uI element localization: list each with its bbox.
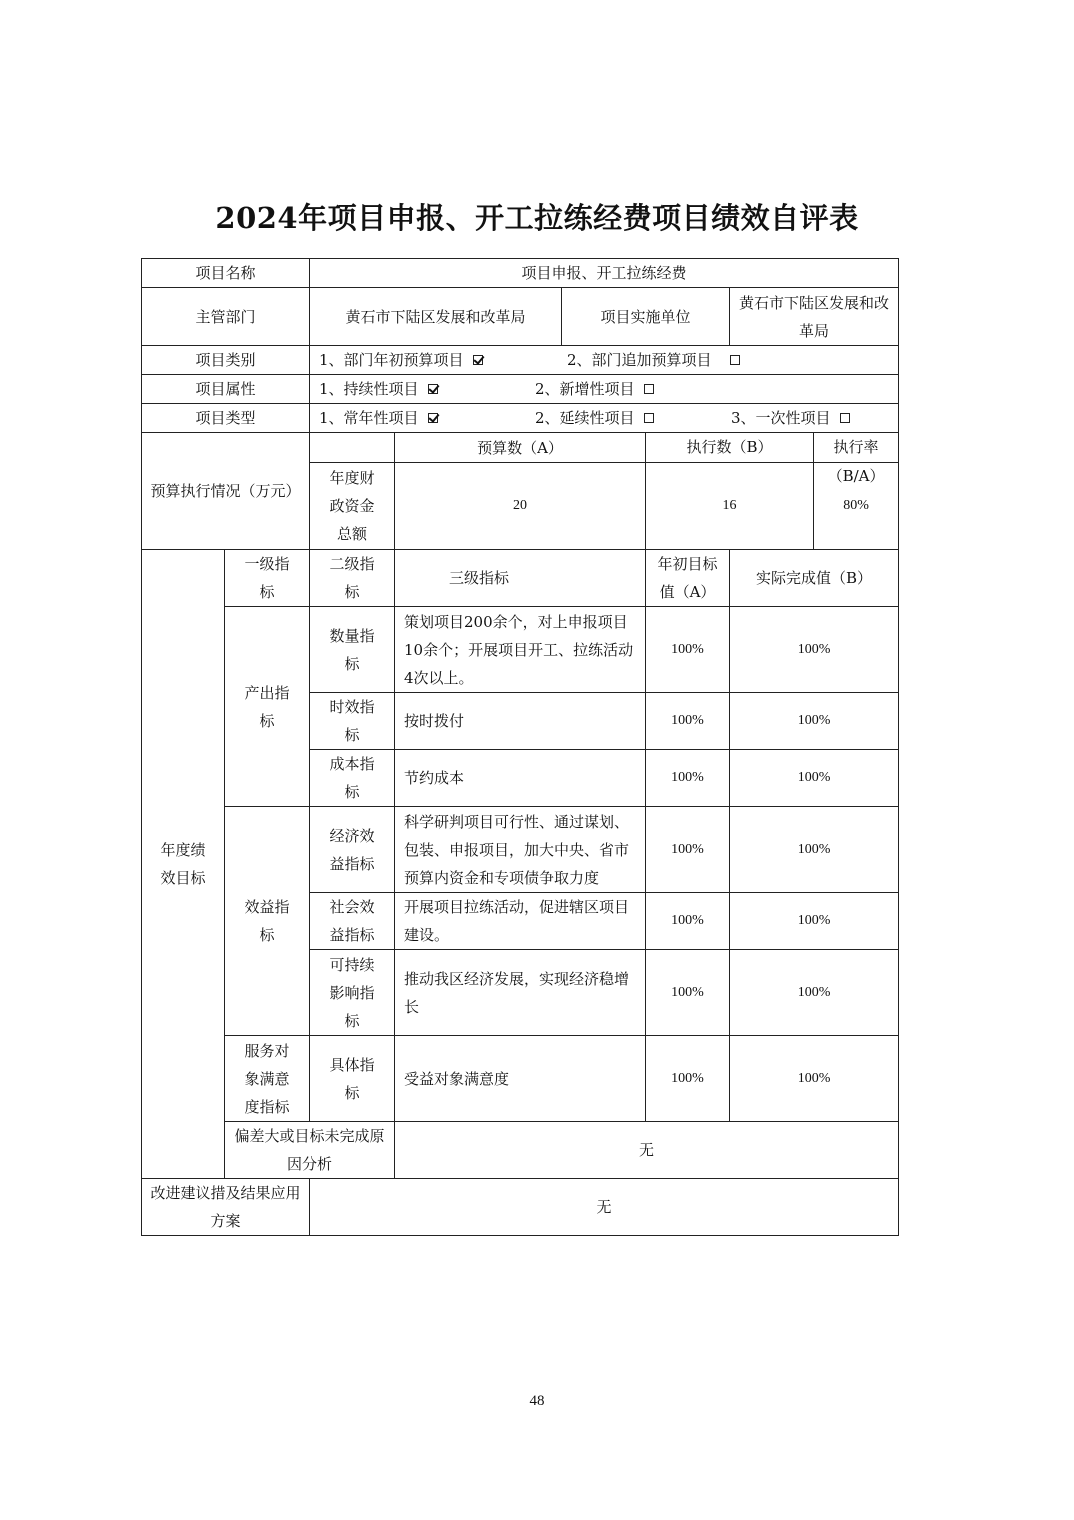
perf-header-actual: 实际完成值（B） bbox=[730, 550, 899, 607]
category-option-annual[interactable]: 1、部门年初预算项目 bbox=[319, 346, 567, 374]
target-cell: 100% bbox=[646, 607, 730, 693]
checkbox-empty-icon[interactable] bbox=[730, 355, 740, 365]
budget-exec-rate-values bbox=[646, 463, 899, 550]
attribute-options bbox=[310, 375, 899, 404]
type-option-extended[interactable]: 2、延续性项目 bbox=[535, 404, 731, 432]
budget-col-a: 预算数（A） bbox=[395, 433, 646, 463]
budget-col-b: 执行数（B） bbox=[646, 433, 814, 462]
type-label: 项目类型 bbox=[142, 404, 310, 433]
category-option-additional[interactable]: 2、部门追加预算项目 bbox=[567, 346, 740, 374]
target-cell: 100% bbox=[646, 1036, 730, 1122]
attribute-option-new[interactable]: 2、新增性项目 bbox=[535, 375, 654, 403]
table-row bbox=[142, 807, 899, 893]
budget-col-rate: 执行率（B/A） bbox=[827, 438, 885, 485]
exec-value: 16 bbox=[646, 463, 814, 549]
deviation-row bbox=[142, 1122, 899, 1179]
level1-benefit: 效益指标 bbox=[225, 807, 310, 1036]
checkbox-empty-icon[interactable] bbox=[644, 413, 654, 423]
attribute-row bbox=[142, 375, 899, 404]
project-name-value: 项目申报、开工拉练经费 bbox=[310, 259, 899, 288]
budget-value: 20 bbox=[395, 463, 646, 550]
attribute-option-continuous[interactable]: 1、持续性项目 bbox=[319, 375, 535, 403]
target-cell: 100% bbox=[646, 750, 730, 807]
level2-cell: 社会效益指标 bbox=[310, 893, 395, 950]
level1-output: 产出指标 bbox=[225, 607, 310, 807]
table-row bbox=[142, 607, 899, 693]
rate-value: 80% bbox=[843, 498, 869, 513]
perf-label: 年度绩效目标 bbox=[142, 550, 225, 1179]
budget-header-row bbox=[142, 433, 899, 463]
project-name-row bbox=[142, 259, 899, 288]
deviation-value: 无 bbox=[395, 1122, 899, 1179]
checkbox-checked-icon[interactable] bbox=[428, 384, 438, 394]
perf-header-level1: 一级指标 bbox=[225, 550, 310, 607]
target-cell: 100% bbox=[646, 807, 730, 893]
perf-header-level3: 三级指标 bbox=[395, 550, 646, 607]
level3-cell: 推动我区经济发展，实现经济稳增长 bbox=[395, 950, 646, 1036]
attribute-label: 项目属性 bbox=[142, 375, 310, 404]
level3-cell: 节约成本 bbox=[395, 750, 646, 807]
checkbox-checked-icon[interactable] bbox=[428, 413, 438, 423]
actual-cell: 100% bbox=[730, 950, 899, 1036]
level3-cell: 科学研判项目可行性、通过谋划、包装、申报项目，加大中央、省市预算内资金和专项债争取力度 bbox=[395, 807, 646, 893]
dept-value: 黄石市下陆区发展和改革局 bbox=[310, 288, 562, 346]
level3-cell: 受益对象满意度 bbox=[395, 1036, 646, 1122]
category-options bbox=[310, 346, 899, 375]
improve-value: 无 bbox=[310, 1179, 899, 1236]
improve-row bbox=[142, 1179, 899, 1236]
level3-cell: 按时拨付 bbox=[395, 693, 646, 750]
checkbox-empty-icon[interactable] bbox=[840, 413, 850, 423]
actual-cell: 100% bbox=[730, 893, 899, 950]
target-cell: 100% bbox=[646, 950, 730, 1036]
self-evaluation-table bbox=[141, 258, 899, 1236]
actual-cell: 100% bbox=[730, 1036, 899, 1122]
checkbox-checked-icon[interactable] bbox=[473, 355, 483, 365]
target-cell: 100% bbox=[646, 693, 730, 750]
deviation-label: 偏差大或目标未完成原因分析 bbox=[225, 1122, 395, 1179]
perf-header-target: 年初目标值（A） bbox=[646, 550, 730, 607]
category-row bbox=[142, 346, 899, 375]
level2-cell: 数量指标 bbox=[310, 607, 395, 693]
level3-cell: 开展项目拉练活动，促进辖区项目建设。 bbox=[395, 893, 646, 950]
table-row bbox=[142, 1036, 899, 1122]
project-name-label: 项目名称 bbox=[142, 259, 310, 288]
page-number: 48 bbox=[529, 1393, 545, 1409]
checkbox-empty-icon[interactable] bbox=[644, 384, 654, 394]
type-row bbox=[142, 404, 899, 433]
level2-cell: 经济效益指标 bbox=[310, 807, 395, 893]
level2-cell: 可持续影响指标 bbox=[310, 950, 395, 1036]
type-option-one-time[interactable]: 3、一次性项目 bbox=[731, 404, 850, 432]
level2-cell: 成本指标 bbox=[310, 750, 395, 807]
category-label: 项目类别 bbox=[142, 346, 310, 375]
budget-label: 预算执行情况（万元） bbox=[142, 433, 310, 550]
dept-label: 主管部门 bbox=[142, 288, 310, 346]
level2-cell: 时效指标 bbox=[310, 693, 395, 750]
budget-exec-rate-header bbox=[646, 433, 899, 485]
actual-cell: 100% bbox=[730, 807, 899, 893]
budget-row-label: 年度财政资金总额 bbox=[310, 463, 395, 550]
page-title: 2024年项目申报、开工拉练经费项目绩效自评表 bbox=[215, 201, 859, 235]
actual-cell: 100% bbox=[730, 693, 899, 750]
perf-header-level2: 二级指标 bbox=[310, 550, 395, 607]
improve-label: 改进建议措及结果应用方案 bbox=[142, 1179, 310, 1236]
level2-cell: 具体指标 bbox=[310, 1036, 395, 1122]
dept-row bbox=[142, 288, 899, 346]
level3-cell: 策划项目200余个，对上申报项目10余个；开展项目开工、拉练活动4次以上。 bbox=[395, 607, 646, 693]
impl-unit-value: 黄石市下陆区发展和改革局 bbox=[730, 288, 899, 346]
impl-unit-label: 项目实施单位 bbox=[562, 288, 730, 346]
actual-cell: 100% bbox=[730, 607, 899, 693]
target-cell: 100% bbox=[646, 893, 730, 950]
level1-satisfaction: 服务对象满意度指标 bbox=[225, 1036, 310, 1122]
actual-cell: 100% bbox=[730, 750, 899, 807]
perf-header-row bbox=[142, 550, 899, 607]
type-option-regular[interactable]: 1、常年性项目 bbox=[319, 404, 535, 432]
type-options bbox=[310, 404, 899, 433]
budget-blank-cell bbox=[310, 433, 395, 463]
